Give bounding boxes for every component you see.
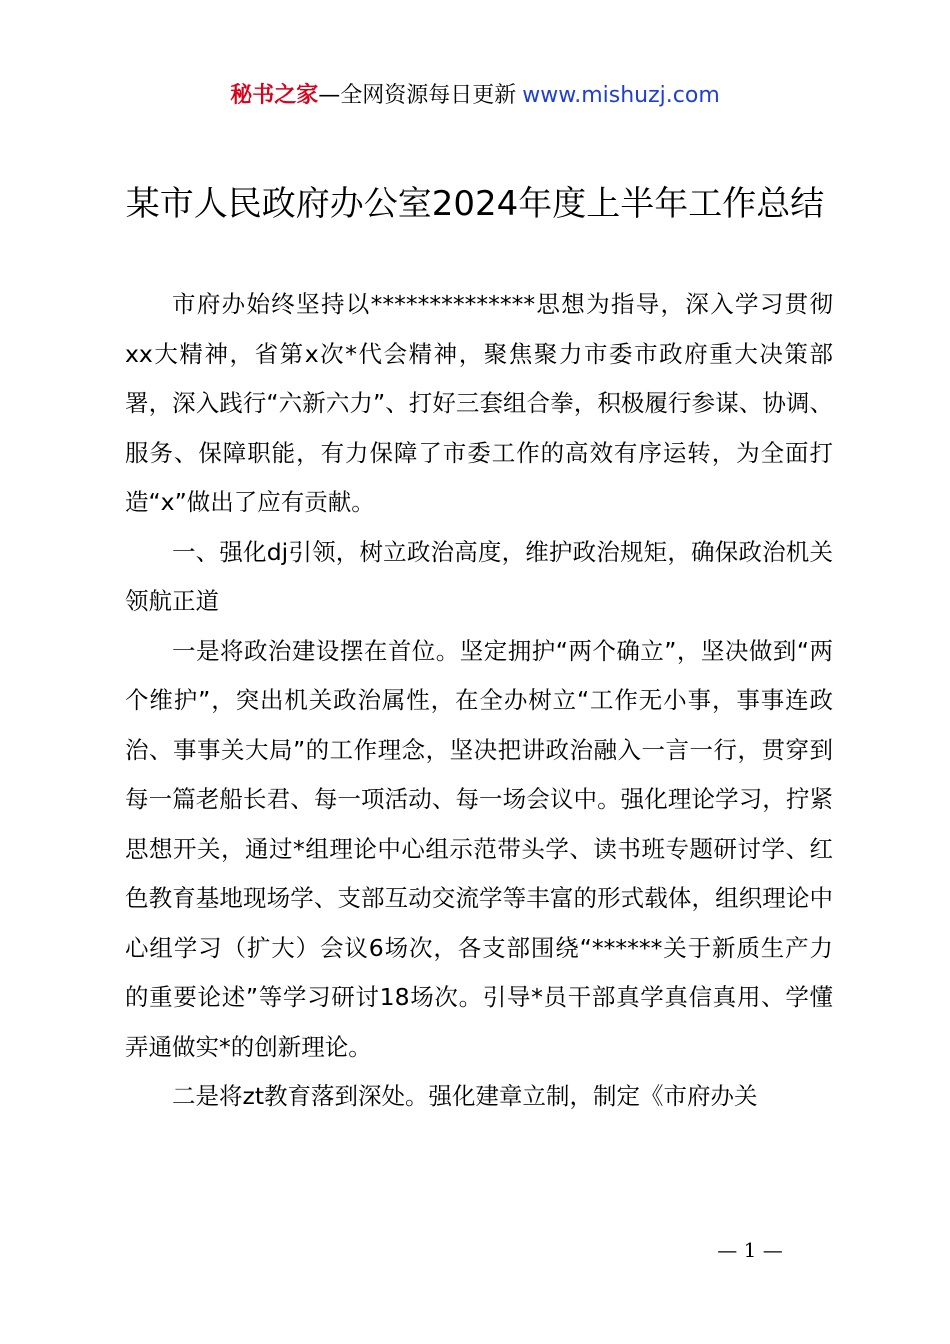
site-url-link[interactable]: www.mishuzj.com <box>522 83 720 108</box>
document-body <box>125 280 833 1122</box>
body-paragraph: 一是将政治建设摆在首位。坚定拥护“两个确立”，坚决做到“两个维护”，突出机关政治属性，在全办树立“工作无小事，事事连政治、事事关大局”的工作理念，坚决把讲政治融入一言一行，贯穿到每一篇老船长君、每一项活动、每一场会议中。强化理论学习，拧紧思想开关，通过*组理论中心组示范带头学、读书班专题研讨学、红色教育基地现场学、支部互动交流学等丰富的形式载体，组织理论中心组学习（扩大）会议6场次，各支部围绕“******关于新质生产力的重要论述”等学习研讨18场次。引导*员干部真学真信真用、学懂弄通做实*的创新理论。 <box>125 636 833 1061</box>
section-heading: 一、强化dj引领，树立政治高度，维护政治规矩，确保政治机关领航正道 <box>125 537 833 615</box>
banner-slogan: —全网资源每日更新 <box>318 83 517 108</box>
intro-paragraph: 市府办始终坚持以**************思想为指导，深入学习贯彻xx大精神，省第x次*代会精神，聚焦聚力市委市政府重大决策部署，深入践行“六新六力”、打好三套组合拳，积极履行参谋、协调、服务、保障职能，有力保障了市委工作的高效有序运转，为全面打造“x”做出了应有贡献。 <box>125 290 833 516</box>
site-banner <box>0 80 950 112</box>
document-title: 某市人民政府办公室2024年度上半年工作总结 <box>125 184 825 224</box>
page-number: — 1 — <box>717 1238 783 1262</box>
body-paragraph: 二是将zt教育落到深处。强化建章立制，制定《市府办关 <box>172 1082 758 1110</box>
brand-name: 秘书之家 <box>230 83 319 108</box>
